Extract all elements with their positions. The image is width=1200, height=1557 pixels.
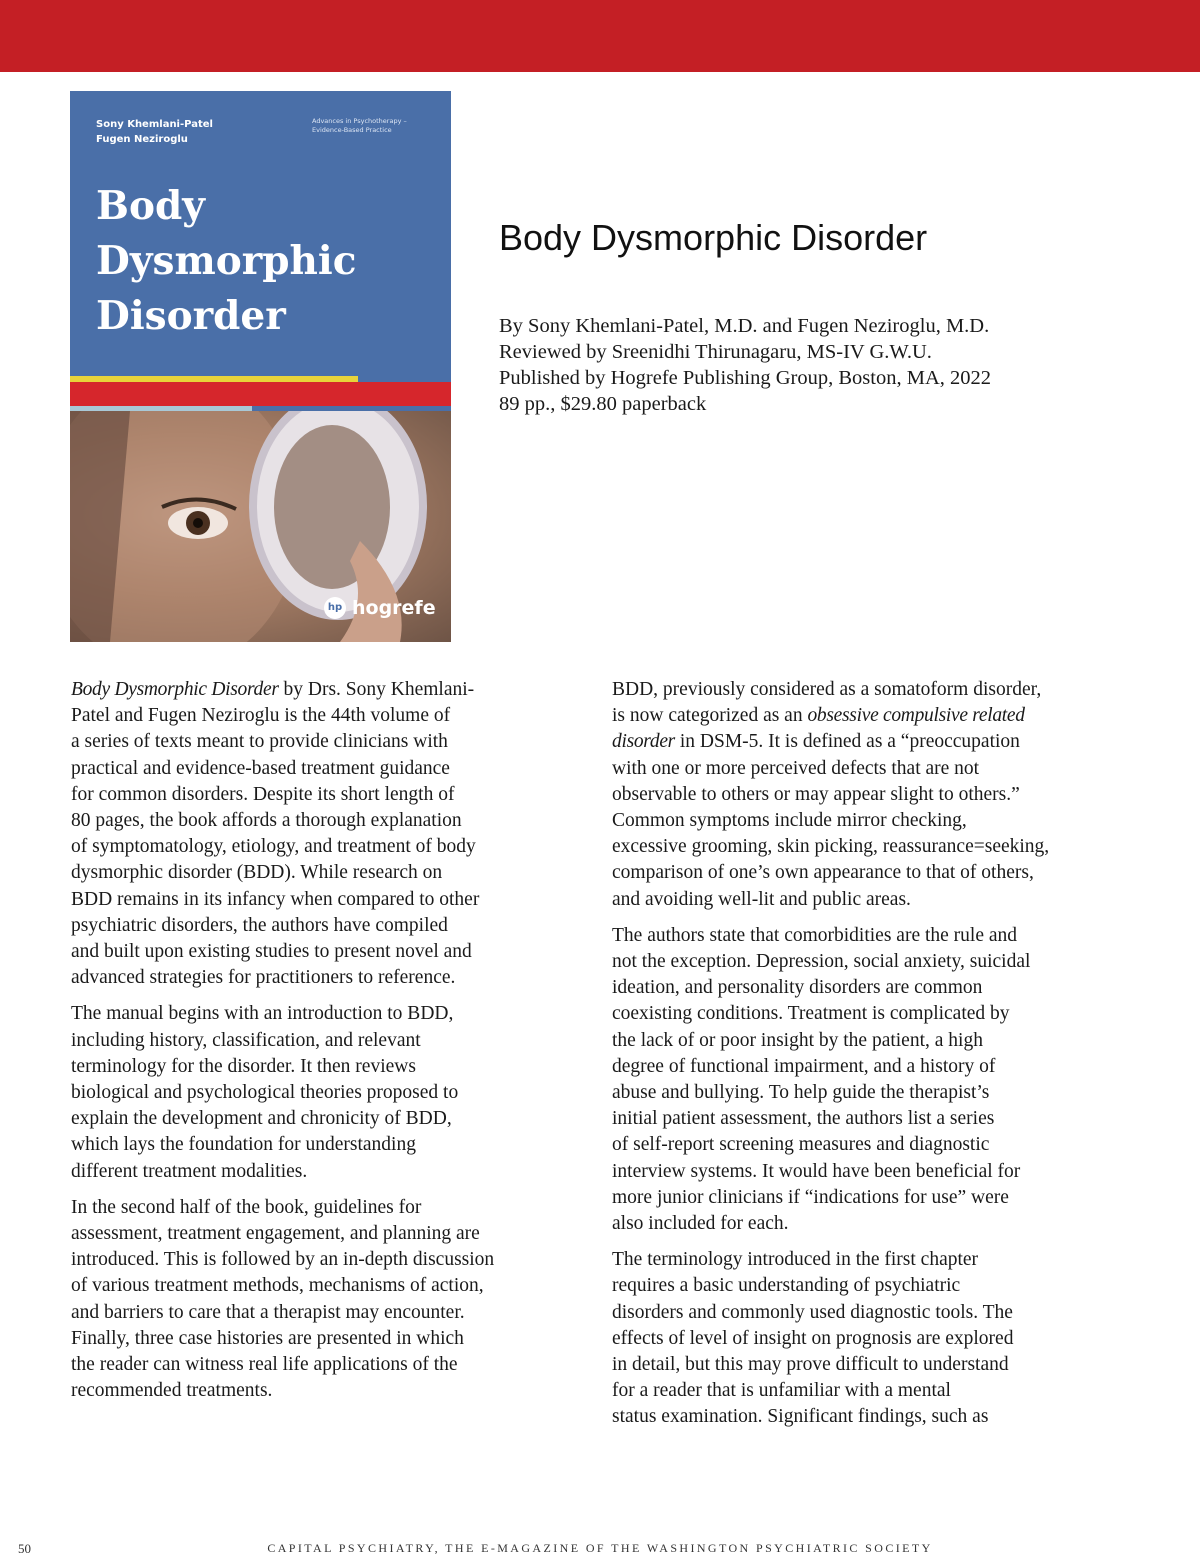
text-line: a series of texts meant to provide clinicians with: [71, 731, 448, 753]
text-fragment: is now categorized as an: [612, 705, 808, 727]
cover-title-line: Disorder: [96, 293, 286, 339]
paragraph: [612, 677, 1140, 913]
text-line: BDD, previously considered as a somatoform disorder,: [612, 679, 1042, 700]
hogrefe-logo-icon: hp: [324, 597, 346, 619]
text-line: [71, 677, 596, 703]
text-line: of symptomatology, etiology, and treatment of body: [71, 836, 476, 858]
book-title-italic: Body Dysmorphic Disorder: [71, 679, 279, 700]
text-line: The terminology introduced in the first chapter: [612, 1249, 979, 1271]
text-line: more junior clinicians if “indications for use” were: [612, 1186, 1009, 1208]
text-line: initial patient assessment, the authors list a series: [612, 1108, 995, 1130]
text-line: of various treatment methods, mechanisms of action,: [71, 1275, 484, 1297]
text-line: observable to others or may appear slight to others.”: [612, 783, 1020, 805]
cover-series-line: Evidence-Based Practice: [312, 126, 392, 134]
text-line: for a reader that is unfamiliar with a mental: [612, 1380, 951, 1402]
text-line: explain the development and chronicity of BDD,: [71, 1108, 452, 1130]
review-column-left: [71, 677, 596, 1414]
text-line: introduced. This is followed by an in-depth discussion: [71, 1249, 495, 1271]
text-line: [612, 729, 1140, 755]
text-line: different treatment modalities.: [71, 1160, 308, 1182]
text-line: which lays the foundation for understanding: [71, 1134, 416, 1156]
page-title: Body Dysmorphic Disorder: [499, 217, 928, 258]
text-line: of self-report screening measures and diagnostic: [612, 1134, 990, 1156]
paragraph: [71, 1195, 596, 1405]
text-line: status examination. Significant findings, such as: [612, 1406, 989, 1428]
book-metadata: [499, 313, 1159, 417]
text-line: coexisting conditions. Treatment is complicated by: [612, 1003, 1010, 1025]
cover-title-line: Dysmorphic: [96, 238, 357, 284]
text-line: BDD remains in its infancy when compared to other: [71, 888, 480, 910]
text-line: in detail, but this may prove difficult to understand: [612, 1354, 1009, 1376]
text-line: disorders and commonly used diagnostic tools. The: [612, 1301, 1013, 1323]
cover-authors: [96, 117, 266, 147]
text-line: degree of functional impairment, and a history of: [612, 1055, 996, 1077]
text-line: not the exception. Depression, social anxiety, suicidal: [612, 951, 1031, 973]
cover-title: [96, 179, 436, 344]
page-number: 50: [18, 1541, 31, 1556]
review-column-right: [612, 677, 1140, 1441]
cover-author: Sony Khemlani-Patel: [96, 119, 213, 130]
publisher-name: hogrefe: [352, 597, 436, 619]
paragraph: [71, 1001, 596, 1184]
text-fragment: in DSM-5. It is defined as a “preoccupation: [674, 731, 1020, 753]
cover-stripe-red: [70, 382, 451, 406]
cover-title-line: Body: [96, 183, 205, 229]
text-line: ideation, and personality disorders are common: [612, 977, 983, 999]
text-line: 80 pages, the book affords a thorough explanation: [71, 810, 462, 832]
cover-series-line: Advances in Psychotherapy –: [312, 117, 407, 125]
paragraph: [71, 677, 596, 991]
text-line: The manual begins with an introduction to BDD,: [71, 1003, 454, 1025]
text-line: Patel and Fugen Neziroglu is the 44th volume of: [71, 705, 451, 727]
text-line: recommended treatments.: [71, 1380, 273, 1402]
cover-series: [312, 117, 442, 135]
text-line: assessment, treatment engagement, and planning are: [71, 1223, 480, 1245]
text-line: and avoiding well-lit and public areas.: [612, 888, 911, 910]
text-line: [612, 703, 1140, 729]
meta-reviewer: Reviewed by Sreenidhi Thirunagaru, MS-IV G.W.U.: [499, 341, 932, 363]
diagnosis-italic: disorder: [612, 731, 675, 753]
paragraph: [612, 1247, 1140, 1430]
meta-authors: By Sony Khemlani-Patel, M.D. and Fugen Neziroglu, M.D.: [499, 315, 990, 337]
text-line: Finally, three case histories are presented in which: [71, 1327, 464, 1349]
text-line: practical and evidence-based treatment guidance: [71, 757, 450, 779]
text-line: biological and psychological theories proposed to: [71, 1082, 459, 1104]
text-line: requires a basic understanding of psychiatric: [612, 1275, 961, 1297]
text-line: psychiatric disorders, the authors have compiled: [71, 914, 448, 936]
text-line: including history, classification, and relevant: [71, 1029, 421, 1051]
text-line: the lack of or poor insight by the patient, a high: [612, 1029, 983, 1051]
text-line: also included for each.: [612, 1213, 789, 1235]
text-line: The authors state that comorbidities are the rule and: [612, 924, 1018, 946]
text-line: for common disorders. Despite its short length of: [71, 783, 455, 805]
text-line: the reader can witness real life applications of the: [71, 1354, 458, 1376]
text-line: with one or more perceived defects that are not: [612, 757, 980, 779]
text-line: and barriers to care that a therapist may encounter.: [71, 1301, 465, 1323]
text-line: terminology for the disorder. It then reviews: [71, 1055, 416, 1077]
meta-publisher: Published by Hogrefe Publishing Group, Boston, MA, 2022: [499, 367, 991, 389]
paragraph: [612, 923, 1140, 1237]
text-line: comparison of one’s own appearance to that of others,: [612, 862, 1034, 884]
cover-author: Fugen Neziroglu: [96, 134, 188, 145]
top-color-band: [0, 0, 1200, 72]
publication-footer: CAPITAL PSYCHIATRY, THE E-MAGAZINE OF THE WASHINGTON PSYCHIATRIC SOCIETY: [267, 1541, 933, 1555]
book-cover: [70, 91, 451, 642]
meta-price: 89 pp., $29.80 paperback: [499, 393, 707, 415]
text-line: effects of level of insight on prognosis are explored: [612, 1327, 1014, 1349]
text-fragment: by Drs. Sony Khemlani-: [278, 679, 475, 700]
text-line: advanced strategies for practitioners to reference.: [71, 967, 456, 989]
text-line: In the second half of the book, guidelines for: [71, 1196, 422, 1218]
text-line: abuse and bullying. To help guide the therapist’s: [612, 1082, 990, 1104]
text-line: interview systems. It would have been beneficial for: [612, 1160, 1021, 1182]
text-line: and built upon existing studies to present novel and: [71, 941, 472, 963]
text-line: Common symptoms include mirror checking,: [612, 810, 967, 832]
diagnosis-italic: obsessive compulsive related: [807, 705, 1025, 727]
text-line: excessive grooming, skin picking, reassurance=seeking,: [612, 836, 1050, 858]
publisher-logo: [324, 597, 436, 619]
text-line: dysmorphic disorder (BDD). While research on: [71, 862, 443, 884]
